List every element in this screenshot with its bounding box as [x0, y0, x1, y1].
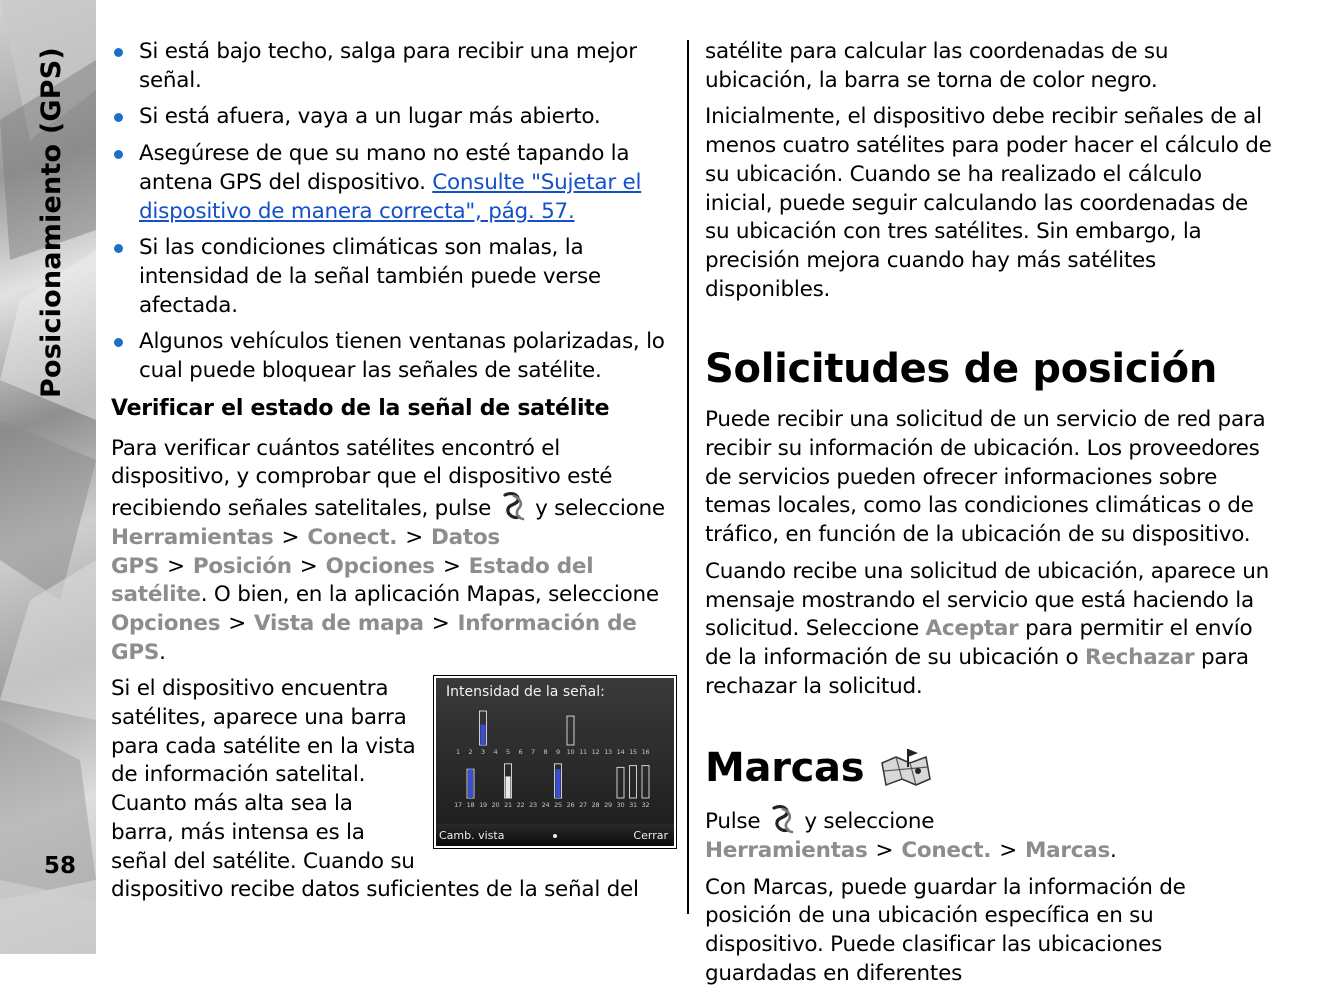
row2-bar-outline-32: [642, 766, 649, 798]
row1-sat-label-14: 14: [616, 748, 625, 757]
accept-reject-paragraph: Cuando recibe una solicitud de ubicación, aparece un mensaje mostrando el servicio que está haciendo la solicitud. Seleccione Aceptar para permitir el envío de la información de su ubicación o Rechazar para rechazar la solicitud.: [705, 558, 1269, 699]
list-item: [111, 103, 677, 132]
bullet-icon: [114, 113, 123, 122]
row2-bar-outline-31: [630, 766, 637, 798]
row1-sat-label-2: 2: [468, 748, 473, 757]
marcas-paragraph: Con Marcas, puede guardar la información de posición de una ubicación específica en su dispositivo. Puede clasificar las ubicaciones guardadas en diferentes: [705, 874, 1186, 986]
row2-sat-label-23: 23: [529, 801, 537, 810]
row2-sat-label-31: 31: [629, 801, 637, 810]
row2-sat-label-17: 17: [454, 801, 462, 810]
menu-herramientas: Herramientas: [111, 524, 274, 550]
row2-sat-label-30: 30: [616, 801, 625, 810]
bullet-icon: [114, 150, 123, 159]
menu-marcas: Marcas: [1024, 838, 1111, 864]
menu-herramientas: Herramientas: [705, 838, 868, 864]
row2-sat-label-20: 20: [491, 801, 500, 810]
heading-marcas: [705, 743, 1275, 793]
row2-sat-label-22: 22: [516, 801, 525, 810]
marcas-instructions: Pulse y seleccione Herramientas > Conect. > Marcas.: [705, 805, 1275, 865]
heading-marcas-text: Marcas: [705, 745, 865, 792]
bullet-text: Si está bajo techo, salga para recibir una mejor señal.: [139, 39, 637, 93]
menu-opciones: Opciones: [325, 553, 435, 579]
row1-sat-label-13: 13: [604, 748, 612, 757]
satellite-bars: [436, 678, 674, 846]
row2-sat-label-18: 18: [466, 801, 475, 810]
row2-bar-fill-18: [468, 770, 473, 799]
row1-sat-label-5: 5: [506, 748, 510, 757]
screen-title: Intensidad de la señal:: [446, 684, 605, 701]
tips-list: [111, 38, 677, 386]
menu-estado-satelite: Estado del satélite: [111, 553, 594, 608]
phone-screen: [436, 678, 674, 846]
row1-sat-label-6: 6: [518, 748, 523, 757]
left-column: [111, 38, 677, 913]
signal-strength-screenshot: [433, 675, 677, 849]
row2-sat-label-24: 24: [541, 801, 550, 810]
menu-key-icon: [768, 805, 796, 835]
bullet-icon: [114, 48, 123, 57]
row1-sat-label-10: 10: [566, 748, 575, 757]
row1-sat-label-3: 3: [481, 748, 485, 757]
list-item: [111, 234, 677, 320]
menu-key-icon: [499, 492, 527, 522]
bullet-text: Algunos vehículos tienen ventanas polarizadas, lo cual puede bloquear las señales de satélite.: [139, 329, 665, 384]
bullet-text: Asegúrese de que su mano no esté tapando la antena GPS del dispositivo.: [139, 141, 630, 195]
menu-posicion: Posición: [192, 553, 292, 579]
menu-opciones-mapas: Opciones: [111, 610, 221, 636]
menu-vista-de-mapa: Vista de mapa: [254, 610, 424, 636]
requests-paragraph: Puede recibir una solicitud de un servicio de red para recibir su información de ubicación. Los proveedores de servicios pueden ofrecer informaciones sobre temas locales, como las condiciones climáticas o de tráfico, en función de la ubicación de su dispositivo.: [705, 407, 1266, 548]
row1-sat-label-7: 7: [531, 748, 535, 757]
bullet-text: Si está afuera, vaya a un lugar más abierto.: [139, 104, 601, 130]
page-number: 58: [44, 853, 77, 879]
row1-sat-label-1: 1: [456, 748, 460, 757]
row2-sat-label-25: 25: [554, 801, 562, 810]
row1-sat-label-4: 4: [493, 748, 498, 757]
chapter-title: Posicionamiento (GPS): [36, 47, 67, 398]
row1-sat-label-11: 11: [579, 748, 587, 757]
landmarks-map-icon: [878, 745, 934, 791]
row1-sat-label-12: 12: [591, 748, 600, 757]
row1-sat-label-8: 8: [543, 748, 548, 757]
row1-bar-outline-10: [567, 716, 574, 745]
row2-sat-label-26: 26: [566, 801, 575, 810]
row2-bar-outline-30: [617, 768, 624, 799]
menu-informacion-gps: Información de GPS: [111, 610, 637, 665]
row2-sat-label-29: 29: [604, 801, 612, 810]
row1-sat-label-9: 9: [556, 748, 560, 757]
heading-solicitudes: Solicitudes de posición: [705, 346, 1218, 393]
option-aceptar: Aceptar: [925, 616, 1019, 642]
row2-sat-label-28: 28: [591, 801, 600, 810]
satellites-paragraph: Inicialmente, el dispositivo debe recibir señales de al menos cuatro satélites para poder hacer el cálculo de su ubicación. Cuando se ha realizado el cálculo inicial, puede seguir calculando las coordenadas de su ubicación con tres satélites. Sin embargo, la precisión mejora cuando hay más satélites disponibles.: [705, 104, 1272, 302]
row2-bar-white-21: [506, 777, 511, 799]
list-item: [111, 140, 677, 226]
softkey-cerrar[interactable]: Cerrar: [633, 829, 668, 843]
continuation-paragraph: satélite para calcular las coordenadas de su ubicación, la barra se torna de color negro.: [705, 39, 1169, 93]
column-divider: [687, 40, 689, 914]
row2-sat-label-32: 32: [641, 801, 650, 810]
menu-conect: Conect.: [901, 838, 992, 864]
softkey-camb-vista[interactable]: Camb. vista: [439, 829, 505, 843]
option-rechazar: Rechazar: [1085, 644, 1195, 670]
row1-sat-label-16: 16: [641, 748, 650, 757]
instructions-paragraph: Para verificar cuántos satélites encontró el dispositivo, y comprobar que el dispositivo esté recibiendo señales satelitales, pulse y seleccione Herramientas > Conect. > Datos GPS > Posición > Opciones > Estado del satélite. O bien, en la aplicación Mapas, seleccione Opciones > Vista de mapa > Información de GPS.: [111, 435, 665, 665]
bars-paragraph: Si el dispositivo encuentra satélites, aparece una barra para cada satélite en la vista de información satelital. Cuanto más alta sea la barra, más intensa es la señal del satélite. Cuando su dispositivo recibe datos suficientes de la señal del: [111, 676, 639, 903]
list-item: [111, 328, 677, 385]
row2-bar-fill-25: [556, 770, 561, 799]
menu-datos-gps: Datos GPS: [111, 524, 500, 579]
bullet-text: Si las condiciones climáticas son malas, la intensidad de la señal también puede verse afectada.: [139, 235, 601, 318]
menu-conect: Conect.: [307, 524, 398, 550]
section-heading: Verificar el estado de la señal de satélite: [111, 395, 610, 421]
bullet-icon: [114, 244, 123, 253]
list-item: [111, 38, 677, 95]
row1-sat-label-15: 15: [629, 748, 637, 757]
cross-reference-link[interactable]: Consulte "Sujetar el dispositivo de manera correcta", pág. 57.: [139, 169, 642, 224]
row2-sat-label-21: 21: [504, 801, 512, 810]
row2-sat-label-27: 27: [579, 801, 587, 810]
row2-sat-label-19: 19: [479, 801, 487, 810]
bullet-icon: [114, 338, 123, 347]
right-column: [705, 38, 1275, 997]
row1-bar-fill-3: [481, 725, 486, 745]
